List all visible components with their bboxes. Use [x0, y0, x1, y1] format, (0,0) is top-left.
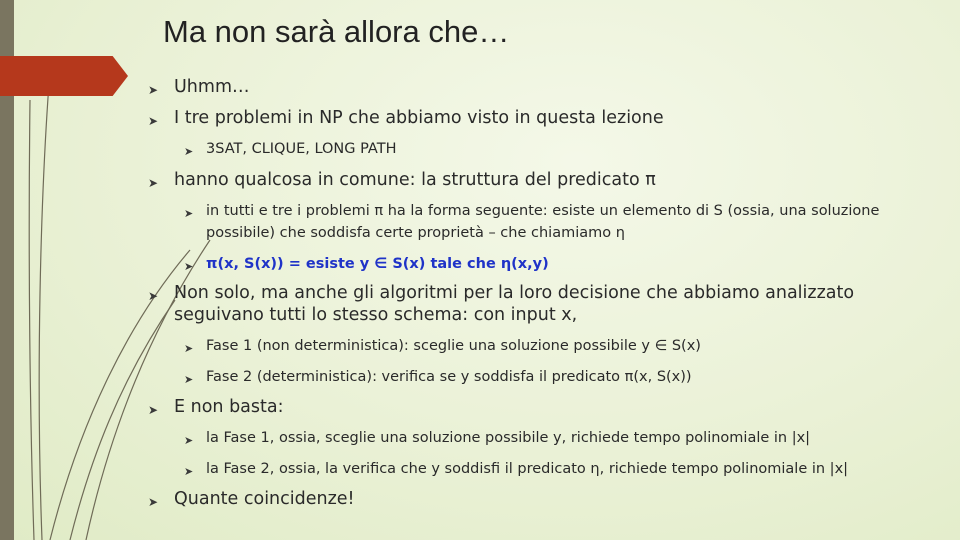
bullet-5b-text: la Fase 2, ossia, la verifica che y soddisfi il predicato η, richiede tempo polinomiale in |x|	[206, 461, 849, 477]
bullet-2	[148, 107, 948, 129]
bullet-3b-text: π(x, S(x)) = esiste y ∈ S(x) tale che η(x,y)	[206, 256, 549, 272]
arrow-right-icon: ➤	[148, 114, 159, 128]
arrow-right-icon: ➤	[184, 373, 194, 386]
bullet-2-text: I tre problemi in NP che abbiamo visto in questa lezione	[174, 108, 664, 128]
bullet-4	[148, 282, 948, 326]
arrow-right-icon: ➤	[148, 495, 159, 509]
arrow-right-icon: ➤	[148, 176, 159, 190]
arrow-right-icon: ➤	[184, 145, 194, 158]
arrow-right-icon: ➤	[148, 289, 159, 303]
arrow-right-icon: ➤	[184, 207, 194, 220]
bullet-5b	[148, 458, 948, 480]
bullet-4a-text: Fase 1 (non deterministica): sceglie una soluzione possibile y ∈ S(x)	[206, 338, 701, 354]
arrow-right-icon: ➤	[184, 434, 194, 447]
arrow-right-icon: ➤	[184, 342, 194, 355]
title-accent-tab	[0, 56, 128, 96]
bullet-4-text: Non solo, ma anche gli algoritmi per la loro decisione che abbiamo analizzato seguivano tutti lo stesso schema: con input x,	[174, 283, 855, 325]
slide-content	[148, 76, 948, 510]
bullet-4b-text: Fase 2 (deterministica): verifica se y soddisfa il predicato π(x, S(x))	[206, 369, 692, 385]
bullet-6	[148, 488, 948, 510]
bullet-3b	[148, 253, 948, 275]
bullet-3-text: hanno qualcosa in comune: la struttura del predicato π	[174, 170, 656, 190]
bullet-5	[148, 396, 948, 418]
bullet-6-text: Quante coincidenze!	[174, 489, 355, 509]
bullet-4b	[148, 366, 948, 388]
bullet-5-text: E non basta:	[174, 397, 284, 417]
arrow-right-icon: ➤	[148, 403, 159, 417]
bullet-3	[148, 169, 948, 191]
bullet-4a	[148, 335, 948, 357]
bullet-5a-text: la Fase 1, ossia, sceglie una soluzione possibile y, richiede tempo polinomiale in |x|	[206, 430, 811, 446]
arrow-right-icon: ➤	[148, 83, 159, 97]
slide-title: Ma non sarà allora che…	[163, 14, 510, 49]
bullet-3a-text: in tutti e tre i problemi π ha la forma seguente: esiste un elemento di S (ossia, una soluzione possibile) che soddisfa certe proprietà – che chiamiamo η	[206, 203, 880, 241]
bullet-2a-text: 3SAT, CLIQUE, LONG PATH	[206, 141, 397, 157]
bullet-1	[148, 76, 948, 98]
arrow-right-icon: ➤	[184, 465, 194, 478]
bullet-1-text: Uhmm…	[174, 77, 250, 97]
bullet-3a	[148, 200, 948, 244]
bullet-2a	[148, 138, 948, 160]
arrow-right-icon: ➤	[184, 260, 194, 273]
bullet-5a	[148, 427, 948, 449]
